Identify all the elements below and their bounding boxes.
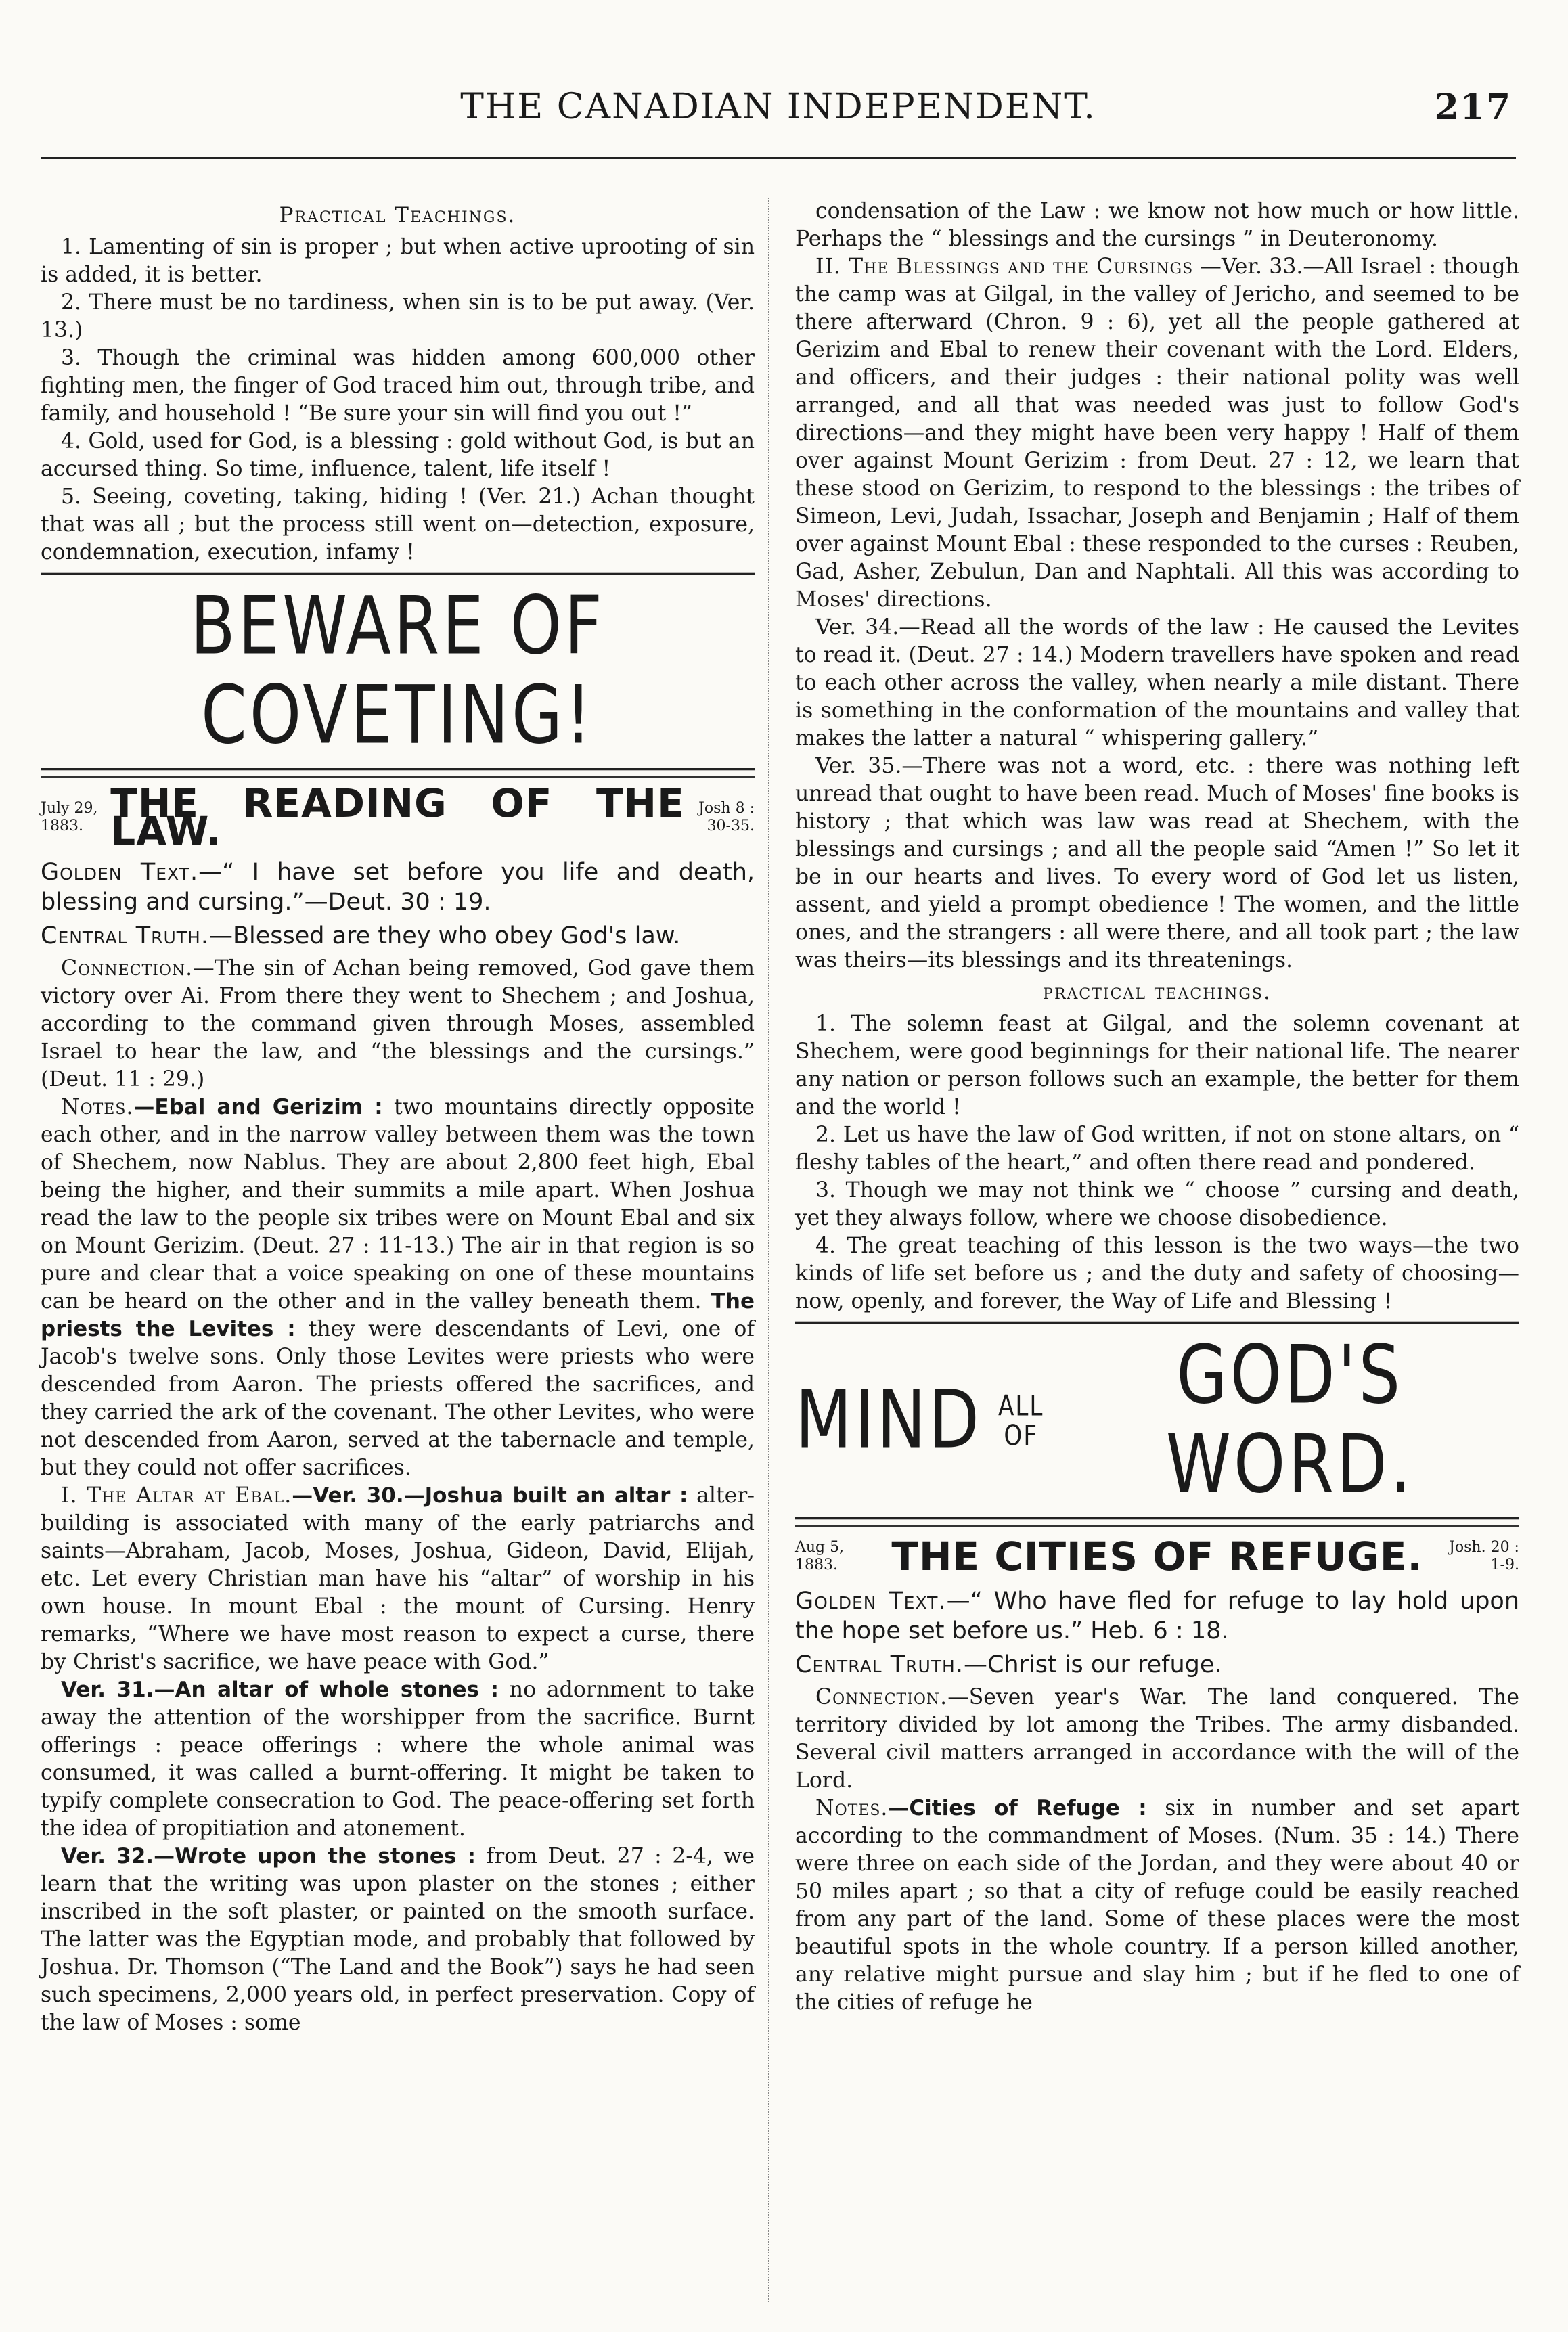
banner-right: GOD'S WORD.: [1165, 1328, 1414, 1512]
lesson-date-line: July 29,: [41, 800, 98, 817]
v31-body: no adornment to take away the attention of the worshipper from the sacrifice. Burnt offerings : peace offerings : where the whole animal was consumed, it was called a burnt-offering. It might be taken to typify complete consecration to God. The peace-offering set forth the idea of propitiation and atonement.: [41, 1678, 755, 1841]
central-label: Central Truth.: [41, 922, 209, 949]
page-number: 217: [1434, 87, 1512, 128]
notes-body: six in number and set apart according to the commandment of Moses. (Num. 35 : 14.) There were three on each side of the Jordan, and they were about 40 or 50 miles apart ; so that a city of refuge could be easily reached from any part of the land. Some of these places were the most beautiful spots in the whole country. If a person killed another, any relative might pursue and slay him ; but if he fled to one of the cities of refuge he: [795, 1796, 1519, 2015]
pt-item: 4. Gold, used for God, is a blessing : gold without God, is but an accursed thing. So time, influence, talent, life itself !: [41, 429, 755, 481]
lesson-reference: [1445, 1539, 1519, 1574]
banner-small: [998, 1391, 1044, 1450]
pt-item: 2. Let us have the law of God written, if not on stone altars, on “ fleshy tables of the heart,” and often there read and pondered.: [795, 1123, 1519, 1175]
central-label: Central Truth.: [795, 1651, 964, 1678]
pt-item: 3. Though we may not think we “ choose ” cursing and death, yet they always follow, where we choose disobedience.: [795, 1178, 1519, 1230]
pt-item: 3. Though the criminal was hidden among 600,000 other fighting men, the finger of God traced him out, through tribe, and family, and household ! “Be sure your sin will find you out !”: [41, 346, 755, 426]
connection: [41, 955, 755, 1094]
verse-34: Ver. 34.—Read all the words of the law : He caused the Levites to read it. (Deut. 27 : 14.) Modern travellers have spoken and read to each other across the valley, when nearly a mile distant. There is something in the conformation of the mountains and valley that makes the latter a natural “ whispering gallery.”: [795, 615, 1519, 750]
golden-text: [795, 1586, 1519, 1646]
lesson-date-line: Aug 5,: [795, 1539, 845, 1556]
connection-body: —Seven year's War. The land conquered. The territory divided by lot among the Tribes. The army disbanded. Several civil matters arranged in accordance with the will of the Lord.: [795, 1685, 1519, 1793]
v32-body: from Deut. 27 : 2-4, we learn that the writing was upon plaster on the stones ; either inscribed in the soft plaster, or painted on the smooth surface. The latter was the Egyptian mode, and probably that followed by Joshua. Dr. Thomson (“The Land and the Book”) says he had seen such specimens, 2,000 years old, in perfect preservation. Copy of the law of Moses : some: [41, 1844, 755, 2035]
practical-teachings-heading: Practical Teachings.: [279, 203, 516, 227]
continuation: condensation of the Law : we know not how much or how little. Perhaps the “ blessings and the cursings ” in Deuteronomy.: [795, 199, 1519, 251]
notes-label: Notes.: [815, 1796, 889, 1820]
notes-body: two mountains directly opposite each other, and in the narrow valley between them was the town of Shechem, now Nablus. They are about 2,800 feet high, Ebal being the higher, and their summits a mile apart. When Joshua read the law to the people six tribes were on Mount Ebal and six on Mount Gerizim. (Deut. 27 : 11-13.) The air in that region is so pure and clear that a voice speaking on one of these mountains can be heard on the other and in the valley beneath them.: [41, 1095, 755, 1314]
lesson-heading: [41, 776, 755, 854]
column-divider: [768, 198, 769, 2302]
running-header: [41, 87, 1516, 141]
notes-head: —Ebal and Gerizim :: [133, 1095, 383, 1119]
golden-label: Golden Text.: [795, 1588, 947, 1615]
blessings-label: II. The Blessings and the Cursings: [815, 254, 1194, 279]
lesson-date: [41, 800, 110, 835]
verse-31: [41, 1676, 755, 1843]
pt-item: 5. Seeing, coveting, taking, hiding ! (Ver. 21.) Achan thought that was all ; but the process still went on—detection, exposure, condemnation, execution, infamy !: [41, 485, 755, 564]
lesson-reference: [685, 800, 755, 835]
notes-label: Notes.: [61, 1095, 134, 1119]
connection: [795, 1684, 1519, 1795]
central-truth: [41, 921, 755, 951]
central-truth: [795, 1650, 1519, 1680]
lesson-title: THE READING OF THE LAW.: [110, 780, 685, 854]
golden-body: —“ Who have fled for refuge to lay hold upon the hope set before us.” Heb. 6 : 18.: [795, 1588, 1520, 1644]
connection-label: Connection.: [815, 1685, 948, 1709]
verse-32: [41, 1843, 755, 2037]
verse-35: Ver. 35.—There was not a word, etc. : there was nothing left unread that ought to have been read. Much of Moses' fine books is history ; that which was law was read at Shechem, with the blessings and cursings ; and all the people said “Amen !” So let it be in our hearts and lives. To every word of God let us listen, assent, and yield a prompt obedience ! The women, and the little ones, and the strangers : all were there, and all took part ; the law was theirs—its blessings and its threatenings.: [795, 754, 1519, 972]
beware-banner: BEWARE OF COVETING!: [41, 573, 755, 771]
altar-section: [41, 1482, 755, 1676]
priests-body: they were descendants of Levi, one of Jacob's twelve sons. Only those Levites were priests who were descended from Aaron. The priests offered the sacrifices, and they carried the ark of the covenant. The other Levites, who were not descended from Aaron, served at the tabernacle and temple, but they could not offer sacrifices.: [41, 1317, 755, 1480]
golden-label: Golden Text.: [41, 859, 199, 886]
lesson-heading: [795, 1525, 1519, 1579]
notes-head: —Cities of Refuge :: [888, 1796, 1147, 1820]
pt-item: 1. Lamenting of sin is proper ; but when active uprooting of sin is added, it is better.: [41, 235, 755, 287]
header-rule: [41, 157, 1516, 159]
central-body: —Christ is our refuge.: [963, 1651, 1222, 1678]
altar-body: alter-building is associated with many of the early patriarchs and saints—Abraham, Jacob, Moses, Joshua, Gideon, David, Elijah, etc. Let every Christian man have his “altar” of worship in his own house. In mount Ebal : the mount of Cursing. Henry remarks, “Where we have most reason to expect a curse, there by Christ's sacrifice, we have peace with God.”: [41, 1483, 755, 1674]
lesson-title: THE CITIES OF REFUGE.: [891, 1533, 1423, 1579]
lesson-ref-line: Josh. 20 :: [1449, 1539, 1519, 1556]
notes: [795, 1795, 1519, 2017]
banner-left: MIND: [795, 1373, 982, 1467]
connection-body: —The sin of Achan being removed, God gave them victory over Ai. From there they went to Shechem ; and Joshua, according to the command given through Moses, assembled Israel to hear the law, and “the blessings and the cursings.” (Deut. 11 : 29.): [41, 956, 755, 1092]
pt-item: 2. There must be no tardiness, when sin is to be put away. (Ver. 13.): [41, 290, 755, 342]
right-column: [795, 198, 1519, 2017]
golden-text: [41, 857, 755, 917]
lesson-ref-line: Josh 8 :: [698, 800, 755, 817]
pt-item: 4. The great teaching of this lesson is the two ways—the two kinds of life set before us ; and the duty and safety of choosing—now, openly, and forever, the Way of Life and Blessing !: [795, 1234, 1519, 1314]
v31-head: Ver. 31.—An altar of whole stones :: [61, 1678, 499, 1702]
lesson-ref-line: 30-35.: [707, 817, 755, 834]
left-column: [41, 198, 755, 2037]
blessings-section: [795, 253, 1519, 614]
banner-small-bottom: OF: [1004, 1418, 1038, 1452]
v32-head: Ver. 32.—Wrote upon the stones :: [61, 1844, 476, 1868]
lesson-ref-line: 1-9.: [1490, 1556, 1519, 1573]
mind-gods-word-banner: [795, 1322, 1519, 1520]
practical-teachings-heading: practical teachings.: [1043, 980, 1272, 1004]
altar-head: —Ver. 30.—Joshua built an altar :: [292, 1483, 688, 1508]
golden-body: —“ I have set before you life and death, blessing and cursing.”—Deut. 30 : 19.: [41, 859, 755, 916]
connection-label: Connection.: [61, 956, 194, 981]
blessings-body: —Ver. 33.—All Israel : though the camp was at Gilgal, in the valley of Jericho, and seemed to be there afterward (Chron. 9 : 6), yet all the people gathered at Gerizim and Ebal to renew their covenant with the Lord. Elders, and officers, and their judges : their national polity was well arranged, and all that was needed was just to follow God's directions—and they might have been very happy ! Half of them over against Mount Gerizim : from Deut. 27 : 12, we learn that these stood on Gerizim, to respond to the blessings : the tribes of Simeon, Levi, Judah, Issachar, Joseph and Benjamin ; Half of them over against Mount Ebal : these responded to the curses : Reuben, Gad, Asher, Zebulun, Dan and Naphtali. All this was according to Moses' directions.: [795, 254, 1519, 612]
altar-label: I. The Altar at Ebal.: [61, 1483, 292, 1508]
lesson-date-line: 1883.: [41, 817, 83, 834]
pt-item: 1. The solemn feast at Gilgal, and the solemn covenant at Shechem, were good beginnings for their national life. The nearer any nation or person follows such an example, the better for them and the world !: [795, 1012, 1519, 1119]
journal-title: THE CANADIAN INDEPENDENT.: [460, 87, 1096, 127]
central-body: —Blessed are they who obey God's law.: [208, 922, 681, 949]
priests-head: The priests the Levites :: [41, 1289, 755, 1341]
lesson-date: [795, 1539, 870, 1574]
banner-small-top: ALL: [998, 1389, 1044, 1422]
notes: [41, 1094, 755, 1482]
lesson-date-line: 1883.: [795, 1556, 838, 1573]
